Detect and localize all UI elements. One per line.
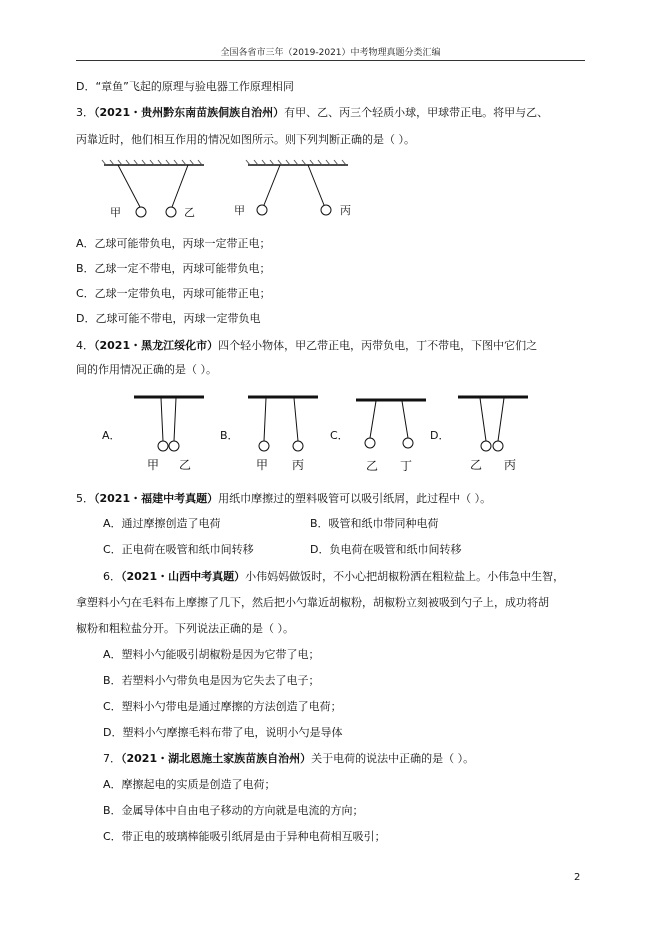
q4-d-label-yi: 乙 [470,458,483,472]
q5-option-d: D．负电荷在吸管和纸巾间转移 [310,543,462,556]
q6-option-a: A．塑料小勺能吸引胡椒粉是因为它带了电； [103,648,320,661]
q3-fig1-label-yi: 乙 [184,206,195,219]
q4-option-a-letter: A． [102,429,121,442]
q2-option-d: D．“章鱼”飞起的原理与验电器工作原理相同 [76,80,294,93]
q3-option-a: A．乙球可能带负电，丙球一定带正电； [76,237,271,250]
q4-c-label-ding: 丁 [400,459,413,473]
q7-number: 7． [103,752,121,765]
q3-stem-text: 有甲、乙、丙三个轻质小球，甲球带正电。将甲与乙、 [284,106,549,119]
page-header: 全国各省市三年（2019-2021）中考物理真题分类汇编 [220,48,441,58]
q3-fig2-label-bing: 丙 [340,204,351,217]
q6-stem-line2: 拿塑料小勺在毛料布上摩擦了几下，然后把小勺靠近胡椒粉，胡椒粉立刻被吸到勺子上，成功将胡 [76,596,549,609]
q5-option-b: B．吸管和纸巾带同种电荷 [310,517,439,530]
q4-stem-text: 四个轻小物体，甲乙带正电，丙带负电，丁不带电，下图中它们之 [218,339,538,352]
q4-a-label-yi: 乙 [179,458,192,472]
q4-stem-line2: 间的作用情况正确的是（ ）。 [76,363,217,376]
q6-option-b: B．若塑料小勺带负电是因为它失去了电子； [103,674,320,687]
q3-source: （2021・贵州黔东南苗族侗族自治州） [94,106,285,119]
q7-stem [103,752,474,766]
q6-stem-line3: 椒粉和粗粒盐分开。下列说法正确的是（ ）。 [76,622,294,635]
q3-stem-line1 [76,106,548,120]
q6-source: （2021・山西中考真题） [121,570,246,583]
q4-stem-line1 [76,339,537,353]
q3-option-d: D．乙球可能不带电，丙球一定带负电 [76,312,261,325]
q4-c-label-yi: 乙 [366,459,379,473]
q6-stem-text: 小伟妈妈做饭时，不小心把胡椒粉洒在粗粒盐上。小伟急中生智， [245,570,565,583]
q7-option-a: A．摩擦起电的实质是创造了电荷； [103,778,276,791]
q4-b-label-bing: 丙 [292,458,305,472]
q7-option-c: C．带正电的玻璃棒能吸引纸屑是由于异种电荷相互吸引； [103,830,386,843]
q5-source: （2021・福建中考真题） [94,492,219,505]
q4-source: （2021・黑龙江绥化市） [94,339,219,352]
q4-b-label-jia: 甲 [256,458,269,472]
q4-option-b-letter: B． [220,429,239,442]
q3-option-c: C．乙球一定带负电，丙球可能带正电； [76,287,271,300]
q5-option-c: C．正电荷在吸管和纸巾间转移 [103,543,254,556]
q4-a-label-jia: 甲 [147,458,160,472]
q5-stem-text: 用纸巾摩擦过的塑料吸管可以吸引纸屑，此过程中（ ）。 [218,492,492,505]
q6-option-c: C．塑料小勺带电是通过摩擦的方法创造了电荷； [103,700,342,713]
q4-figure-d [456,393,530,455]
q4-option-c-letter: C． [330,429,349,442]
q3-stem-line2: 丙靠近时，他们相互作用的情况如图所示。则下列判断正确的是（ ）。 [76,133,415,146]
q3-fig2-label-jia: 甲 [234,204,245,217]
q3-number: 3． [76,106,94,119]
q5-stem [76,492,491,506]
q7-stem-text: 关于电荷的说法中正确的是（ ）。 [311,752,475,765]
q4-figure-b [246,393,320,455]
q5-number: 5． [76,492,94,505]
q4-figure-c [354,396,428,458]
q3-option-b: B．乙球一定不带电，丙球可能带负电； [76,262,271,275]
header-rule [76,60,585,61]
q3-fig1-label-jia: 甲 [110,206,121,219]
q4-d-label-bing: 丙 [504,458,517,472]
q5-option-a: A．通过摩擦创造了电荷 [103,517,221,530]
q4-option-d-letter: D． [430,429,450,442]
q6-option-d: D．塑料小勺摩擦毛料布带了电，说明小勺是导体 [103,726,343,739]
q6-number: 6． [103,570,121,583]
q7-source: （2021・湖北恩施土家族苗族自治州） [121,752,312,765]
q4-figure-a [132,393,206,455]
q3-figure-2 [244,160,354,222]
q7-option-b: B．金属导体中自由电子移动的方向就是电流的方向； [103,804,364,817]
q4-number: 4． [76,339,94,352]
page-number: 2 [574,872,581,883]
q6-stem-line1 [103,570,564,584]
